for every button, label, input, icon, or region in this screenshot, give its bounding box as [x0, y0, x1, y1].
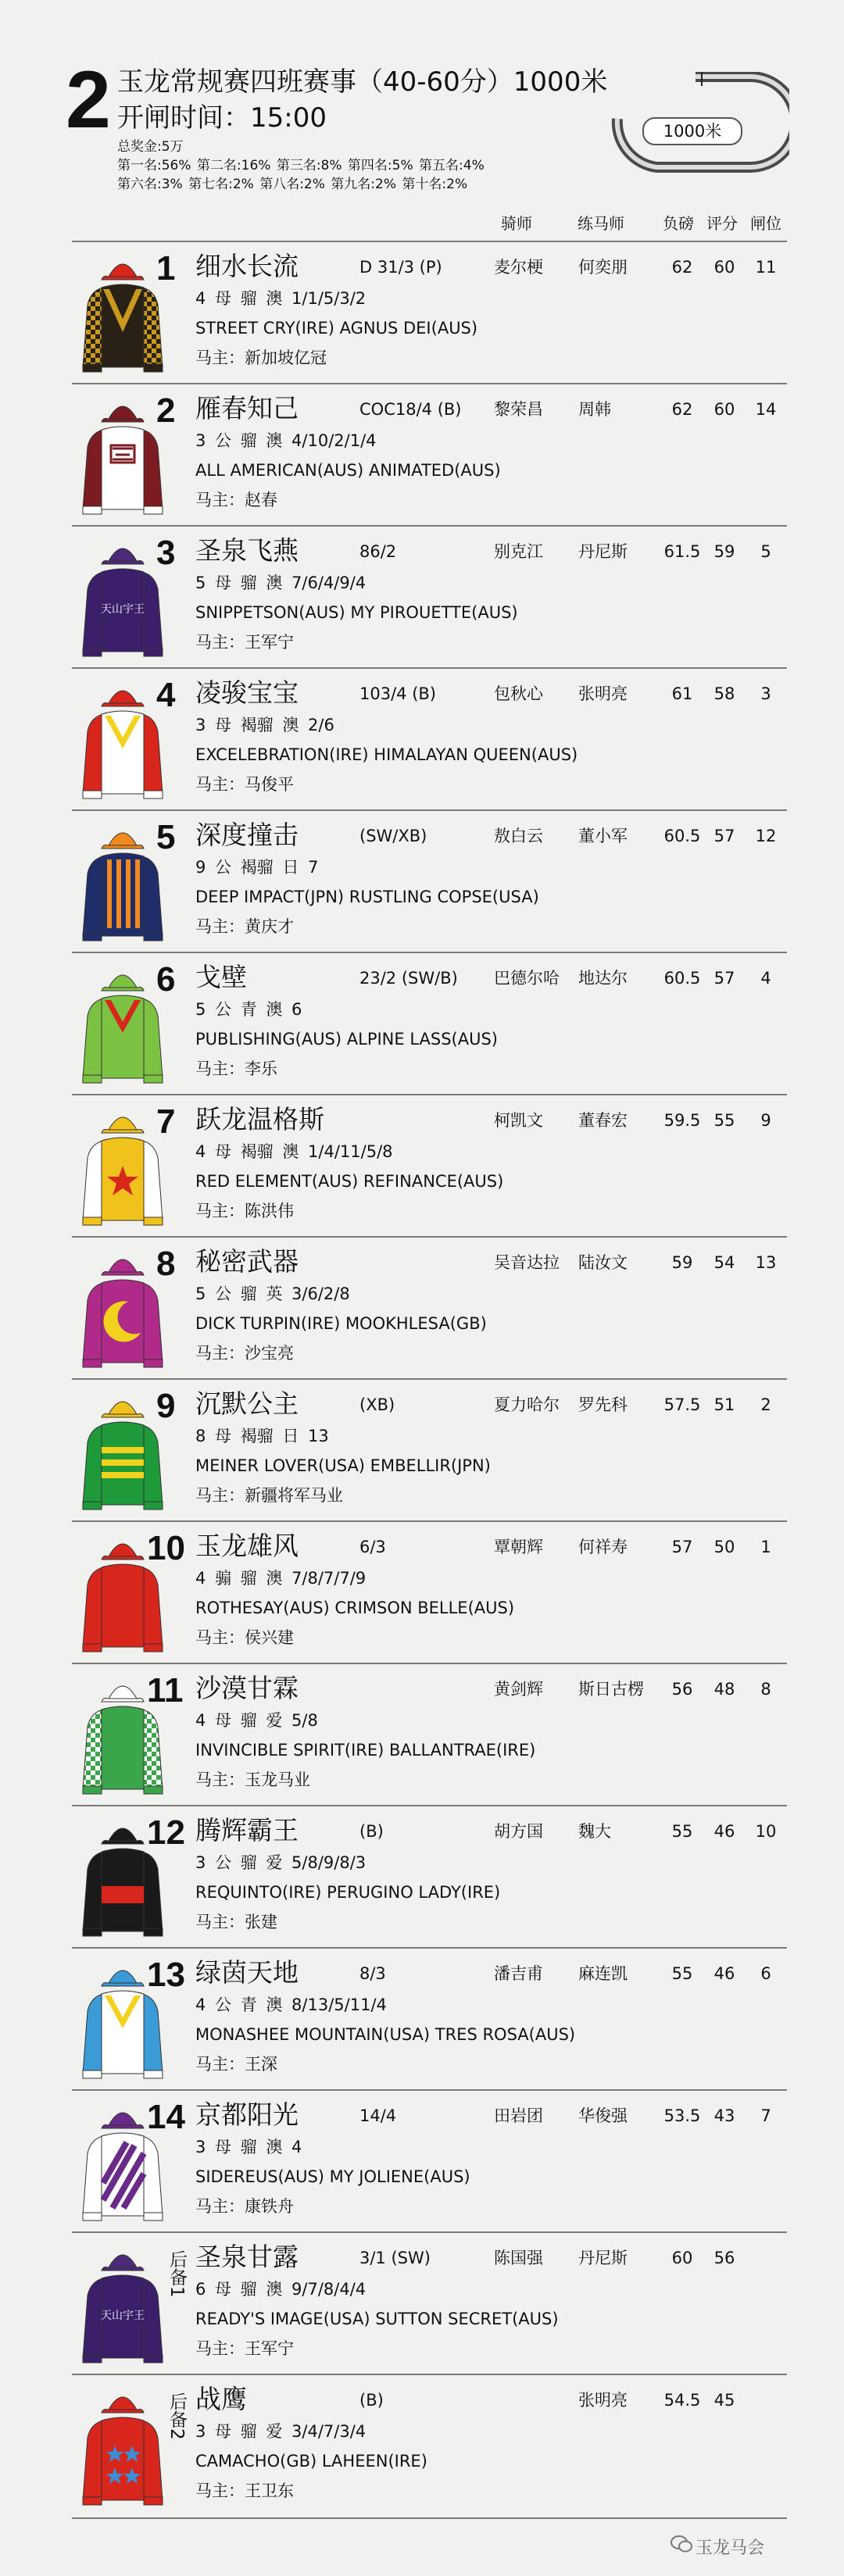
draw: 5 [760, 542, 771, 561]
score: 55 [713, 1111, 735, 1130]
rating-gear: 23/2 (SW/B) [359, 969, 458, 988]
draw: 4 [760, 969, 771, 988]
trainer-name: 何祥寿 [578, 1538, 628, 1556]
horse-info: 3 公 骝 澳 4/10/2/1/4 [195, 431, 377, 450]
saddle-number: 13 [147, 1956, 185, 1994]
trainer-name: 董小军 [578, 827, 628, 845]
pedigree: DICK TURPIN(IRE) MOOKHLESA(GB) [195, 1314, 487, 1333]
trainer-name: 地达尔 [578, 969, 628, 988]
owner: 马主：赵春 [195, 491, 277, 509]
trainer-name: 何奕朋 [578, 258, 628, 277]
runner-row [72, 1094, 787, 1238]
pedigree: PUBLISHING(AUS) ALPINE LASS(AUS) [195, 1030, 498, 1049]
horse-info: 5 公 骝 英 3/6/2/8 [195, 1284, 350, 1303]
reserve-label: 后备1 [166, 2250, 187, 2298]
trainer-name: 董春宏 [578, 1111, 628, 1130]
jockey-name: 吴音达拉 [494, 1253, 560, 1272]
owner: 马主：马俊平 [195, 775, 294, 794]
score: 58 [713, 684, 735, 703]
jockey-name: 潘吉甫 [494, 1964, 543, 1983]
saddle-number: 4 [156, 676, 176, 714]
jockey-name: 麦尔梗 [494, 258, 543, 277]
score: 59 [713, 542, 735, 561]
jockey-name: 覃朝辉 [494, 1538, 543, 1556]
pedigree: ALL AMERICAN(AUS) ANIMATED(AUS) [195, 461, 501, 480]
draw: 2 [760, 1395, 771, 1414]
owner: 马主：王卫东 [195, 2481, 294, 2500]
weight: 61 [671, 684, 693, 703]
owner: 马主：王深 [195, 2055, 277, 2074]
reserve-label: 后备2 [166, 2392, 187, 2440]
weight: 60.5 [663, 969, 701, 988]
horse-info: 4 骟 骝 澳 7/8/7/7/9 [195, 1569, 367, 1588]
trainer-name: 丹尼斯 [578, 2249, 628, 2267]
saddle-number: 9 [156, 1387, 176, 1425]
watermark: 玉龙马会 [696, 2538, 765, 2558]
weight: 59 [671, 1253, 693, 1272]
owner: 马主：新疆将军马业 [195, 1486, 343, 1505]
saddle-number: 1 [156, 249, 176, 288]
horse-info: 3 母 褐骝 澳 2/6 [195, 716, 334, 734]
weight: 57 [671, 1538, 693, 1556]
runner-row [72, 1805, 787, 1949]
horse-name: 雁春知己 [195, 393, 299, 423]
rating-gear: 86/2 [359, 542, 397, 561]
draw: 8 [760, 1680, 771, 1699]
pedigree: STREET CRY(IRE) AGNUS DEI(AUS) [195, 319, 478, 338]
weight: 62 [671, 400, 693, 419]
draw: 13 [755, 1253, 777, 1272]
draw: 3 [760, 684, 771, 703]
score: 57 [713, 827, 735, 845]
weight: 60.5 [663, 827, 701, 845]
trainer-name: 周韩 [578, 400, 611, 419]
weight: 55 [671, 1964, 693, 1983]
draw: 7 [760, 2106, 771, 2125]
pedigree: REQUINTO(IRE) PERUGINO LADY(IRE) [195, 1883, 501, 1902]
total-prize: 总奖金:5万 [117, 139, 184, 155]
weight: 59.5 [663, 1111, 701, 1130]
horse-name: 深度撞击 [195, 820, 299, 850]
horse-info: 6 母 骝 澳 9/7/8/4/4 [195, 2280, 367, 2299]
pedigree: CAMACHO(GB) LAHEEN(IRE) [195, 2452, 427, 2471]
runner-row [72, 2089, 787, 2233]
rating-gear: (B) [359, 1822, 384, 1841]
jockey-name: 黎荣昌 [494, 400, 543, 419]
column-weight: 负磅 [663, 214, 694, 233]
rating-gear: 14/4 [359, 2106, 397, 2125]
runner-row [72, 383, 787, 527]
rating-gear: COC18/4 (B) [359, 400, 462, 419]
trainer-name: 陆汝文 [578, 1253, 628, 1272]
rating-gear: (XB) [359, 1395, 395, 1414]
trainer-name: 华俊强 [578, 2106, 628, 2125]
weight: 55 [671, 1822, 693, 1841]
trainer-name: 魏大 [578, 1822, 611, 1841]
saddle-number: 10 [147, 1529, 185, 1567]
rating-gear: (B) [359, 2391, 384, 2410]
pedigree: READY'S IMAGE(USA) SUTTON SECRET(AUS) [195, 2310, 559, 2328]
runner-row [72, 809, 787, 953]
score: 50 [713, 1538, 735, 1556]
score: 46 [713, 1964, 735, 1983]
horse-name: 玉龙雄风 [195, 1531, 299, 1561]
horse-info: 4 公 青 澳 8/13/5/11/4 [195, 1995, 387, 2014]
weight: 54.5 [663, 2391, 701, 2410]
weight: 62 [671, 258, 693, 277]
horse-info: 4 母 骝 爱 5/8 [195, 1711, 318, 1730]
runner-row [72, 667, 787, 811]
score: 57 [713, 969, 735, 988]
jockey-name: 巴德尔哈 [494, 969, 560, 988]
jockey-name: 胡方国 [494, 1822, 543, 1841]
score: 46 [713, 1822, 735, 1841]
owner: 马主：张建 [195, 1913, 277, 1931]
owner: 马主：王军宁 [195, 2339, 294, 2358]
saddle-number: 2 [156, 391, 176, 430]
svg-text:天山宇王: 天山宇王 [101, 603, 145, 616]
horse-info: 3 公 骝 爱 5/8/9/8/3 [195, 1853, 367, 1872]
pedigree: SNIPPETSON(AUS) MY PIROUETTE(AUS) [195, 603, 518, 622]
draw: 14 [755, 400, 777, 419]
rating-gear: 6/3 [359, 1538, 386, 1556]
score: 43 [713, 2106, 735, 2125]
horse-info: 5 公 青 澳 6 [195, 1000, 302, 1019]
track-distance-label: 1000米 [642, 117, 742, 145]
trainer-name: 斯日古楞 [578, 1680, 644, 1699]
runner-row [72, 1378, 787, 1522]
trainer-name: 张明亮 [578, 684, 628, 703]
horse-info: 5 母 骝 澳 7/6/4/9/4 [195, 573, 367, 592]
horse-name: 沉默公主 [195, 1388, 299, 1419]
jockey-name: 田岩团 [494, 2106, 543, 2125]
runner-row [72, 1520, 787, 1664]
race-title: 玉龙常规赛四班赛事（40-60分）1000米 [117, 66, 608, 98]
draw: 9 [760, 1111, 771, 1130]
column-trainer: 练马师 [578, 214, 624, 233]
draw: 1 [760, 1538, 771, 1556]
jockey-name: 别克江 [494, 542, 543, 561]
runner-row [72, 952, 787, 1095]
score: 56 [713, 2249, 735, 2267]
owner: 马主：新加坡亿冠 [195, 348, 327, 367]
jockey-name: 包秋心 [494, 684, 543, 703]
horse-info: 9 公 褐骝 日 7 [195, 858, 319, 877]
runner-row [72, 525, 787, 669]
pedigree: ROTHESAY(AUS) CRIMSON BELLE(AUS) [195, 1599, 515, 1617]
pedigree: DEEP IMPACT(JPN) RUSTLING COPSE(USA) [195, 888, 539, 906]
trainer-name: 罗先科 [578, 1395, 628, 1414]
score: 54 [713, 1253, 735, 1272]
horse-info: 8 母 褐骝 日 13 [195, 1427, 329, 1445]
trainer-name: 丹尼斯 [578, 542, 628, 561]
jockey-silk-icon [72, 2241, 173, 2369]
trainer-name: 麻连凯 [578, 1964, 628, 1983]
owner: 马主：康铁舟 [195, 2197, 294, 2216]
weight: 57.5 [663, 1395, 701, 1414]
owner: 马主：沙宝亮 [195, 1344, 294, 1363]
score: 51 [713, 1395, 735, 1414]
owner: 马主：玉龙马业 [195, 1770, 310, 1789]
owner: 马主：黄庆才 [195, 917, 294, 936]
horse-name: 战鹰 [195, 2384, 247, 2414]
pedigree: MONASHEE MOUNTAIN(USA) TRES ROSA(AUS) [195, 2025, 576, 2044]
horse-info: 3 母 骝 澳 4 [195, 2138, 302, 2156]
column-draw: 闸位 [750, 214, 781, 233]
runner-row [72, 241, 787, 384]
trainer-name: 张明亮 [578, 2391, 628, 2410]
wechat-icon [671, 2535, 692, 2553]
pedigree: MEINER LOVER(USA) EMBELLIR(JPN) [195, 1456, 491, 1475]
saddle-number: 12 [147, 1813, 185, 1852]
weight: 61.5 [663, 542, 701, 561]
horse-name: 圣泉飞燕 [195, 535, 299, 566]
jockey-name: 黄剑辉 [494, 1680, 543, 1699]
owner: 马主：陈洪伟 [195, 1202, 294, 1220]
weight: 60 [671, 2249, 693, 2267]
horse-name: 沙漠甘霖 [195, 1673, 299, 1703]
rating-gear: 3/1 (SW) [359, 2249, 431, 2267]
rating-gear: 8/3 [359, 1964, 386, 1983]
saddle-number: 8 [156, 1245, 176, 1283]
horse-name: 细水长流 [195, 251, 299, 281]
start-time: 开闸时间：15:00 [117, 102, 327, 134]
horse-name: 绿茵天地 [195, 1957, 299, 1988]
pedigree: SIDEREUS(AUS) MY JOLIENE(AUS) [195, 2167, 470, 2186]
horse-name: 秘密武器 [195, 1246, 299, 1277]
runner-row [72, 1947, 787, 2091]
horse-info: 4 母 骝 澳 1/1/5/3/2 [195, 289, 367, 308]
score: 60 [713, 400, 735, 419]
runner-row [72, 2231, 787, 2375]
saddle-number: 14 [147, 2098, 185, 2136]
saddle-number: 5 [156, 818, 176, 856]
draw: 10 [755, 1822, 777, 1841]
rating-gear: 103/4 (B) [359, 684, 436, 703]
draw: 12 [755, 827, 777, 845]
saddle-number: 11 [147, 1671, 184, 1710]
horse-name: 京都阳光 [195, 2099, 299, 2130]
horse-name: 腾辉霸王 [195, 1815, 299, 1845]
column-score: 评分 [706, 214, 738, 233]
horse-name: 圣泉甘露 [195, 2242, 299, 2272]
horse-name: 戈壁 [195, 962, 247, 992]
jockey-silk-icon [72, 2383, 173, 2511]
rating-gear: (SW/XB) [359, 827, 427, 845]
score: 45 [713, 2391, 735, 2410]
runner-row [72, 1663, 787, 1806]
draw: 6 [760, 1964, 771, 1983]
jockey-name: 夏力哈尔 [494, 1395, 560, 1414]
score: 60 [713, 258, 735, 277]
pedigree: INVINCIBLE SPIRIT(IRE) BALLANTRAE(IRE) [195, 1741, 536, 1760]
weight: 53.5 [663, 2106, 701, 2125]
horse-info: 3 母 骝 爱 3/4/7/3/4 [195, 2422, 367, 2441]
runner-row [72, 1236, 787, 1380]
owner: 马主：王军宁 [195, 633, 294, 652]
draw: 11 [755, 258, 777, 277]
rating-gear: D 31/3 (P) [359, 258, 442, 277]
race-number: 2 [66, 55, 111, 145]
saddle-number: 7 [156, 1102, 176, 1141]
owner: 马主：李乐 [195, 1059, 277, 1078]
horse-name: 凌骏宝宝 [195, 677, 299, 708]
jockey-name: 敖白云 [494, 827, 543, 845]
payout-row-1: 第一名:56% 第二名:16% 第三名:8% 第四名:5% 第五名:4% [117, 158, 485, 173]
pedigree: EXCELEBRATION(IRE) HIMALAYAN QUEEN(AUS) [195, 745, 578, 764]
saddle-number: 3 [156, 534, 176, 572]
runner-row [72, 2374, 787, 2519]
saddle-number: 6 [156, 960, 176, 999]
column-jockey: 骑师 [501, 214, 532, 233]
horse-name: 跃龙温格斯 [195, 1104, 324, 1134]
jockey-name: 陈国强 [494, 2249, 543, 2267]
svg-text:天山宇王: 天山宇王 [101, 2310, 145, 2322]
payout-row-2: 第六名:3% 第七名:2% 第八名:2% 第九名:2% 第十名:2% [117, 177, 468, 192]
pedigree: RED ELEMENT(AUS) REFINANCE(AUS) [195, 1172, 504, 1191]
weight: 56 [671, 1680, 693, 1699]
owner: 马主：侯兴建 [195, 1628, 294, 1647]
horse-info: 4 母 褐骝 澳 1/4/11/5/8 [195, 1142, 393, 1161]
score: 48 [713, 1680, 735, 1699]
jockey-name: 柯凯文 [494, 1111, 543, 1130]
